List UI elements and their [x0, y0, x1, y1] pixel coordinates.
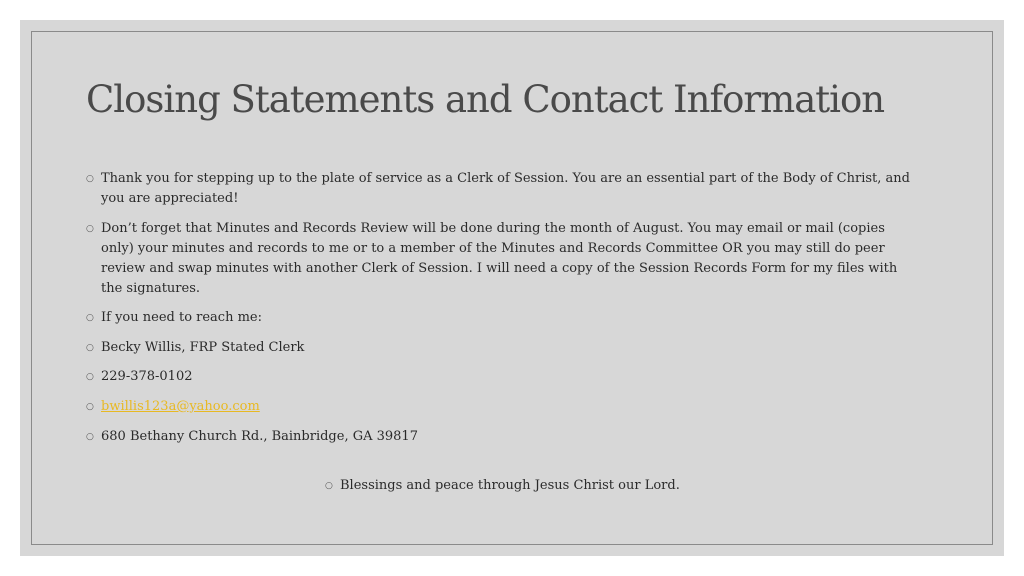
closing-text: Blessings and peace through Jesus Christ our Lord. [340, 478, 680, 493]
bullet-text: 229-378-0102 [101, 369, 193, 385]
slide [20, 20, 1004, 556]
bullet-icon: ○ [86, 401, 94, 412]
list-item-phone [86, 367, 916, 387]
bullet-icon: ○ [86, 372, 94, 383]
email-link[interactable]: bwillis123a@yahoo.com [101, 398, 260, 414]
bullet-text: Don’t forget that Minutes and Records Review will be done during the month of August. You may email or mail (copies only) your minutes and records to me or to a member of the Minutes and Records Committee OR you may still do peer review and swap minutes with another Clerk of Session. I will need a copy of the Session Records Form for my files with the signatures. [101, 220, 898, 296]
bullet-text: Thank you for stepping up to the plate of service as a Clerk of Session. You are an essential part of the Body of Christ, and you are appreciated! [101, 171, 910, 206]
bullet-list [86, 169, 916, 456]
bullet-icon: ○ [325, 481, 333, 491]
slide-title: Closing Statements and Contact Information [86, 78, 885, 121]
bullet-icon: ○ [86, 342, 94, 353]
closing-statement [325, 476, 680, 496]
bullet-icon: ○ [86, 223, 94, 234]
list-item-email [86, 397, 916, 417]
bullet-icon: ○ [86, 313, 94, 324]
bullet-icon: ○ [86, 431, 94, 442]
bullet-icon: ○ [86, 174, 94, 184]
list-item-thank-you [86, 169, 916, 209]
bullet-text: 680 Bethany Church Rd., Bainbridge, GA 39817 [101, 428, 418, 444]
list-item-address [86, 427, 916, 447]
bullet-text: Becky Willis, FRP Stated Clerk [101, 339, 305, 355]
list-item-reach-me [86, 308, 916, 328]
list-item-minutes-review [86, 219, 916, 299]
bullet-text: If you need to reach me: [101, 310, 262, 326]
list-item-contact-name [86, 338, 916, 358]
